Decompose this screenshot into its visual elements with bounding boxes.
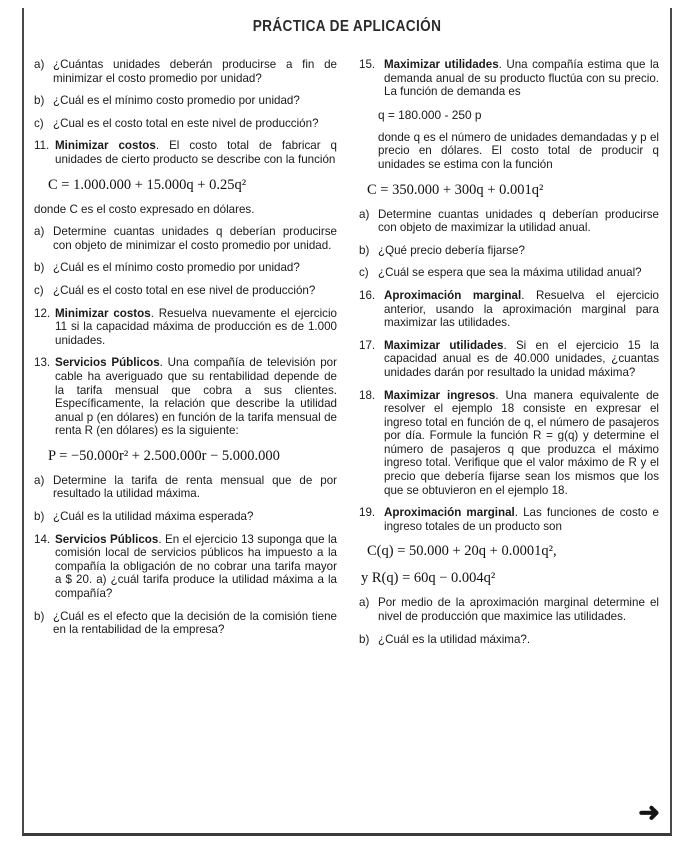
exercise-body [55, 307, 337, 348]
item-text: ¿Cuál se espera que sea la máxima utilidad anual? [378, 266, 642, 280]
exercise-number: 16. [359, 288, 376, 302]
formula-13: P = −50.000r² + 2.500.000r − 5.000.000 [48, 447, 280, 464]
exercise-body [55, 356, 337, 438]
list-item [34, 261, 337, 275]
exercise-body [384, 289, 659, 330]
formula-11: C = 1.000.000 + 15.000q + 0.25q² [48, 176, 247, 193]
item-text: ¿Cuál es la utilidad máxima esperada? [53, 510, 254, 524]
exercise-lead: Servicios Públicos [55, 356, 160, 370]
exercise-text: . Si en el ejercicio 15 la capacidad anual es de 40.000 unidades, ¿cuantas unidades darán por resultado la unidad máxima? [384, 338, 659, 379]
list-item [34, 225, 337, 252]
exercise-text: . Resuelva el ejercicio anterior, usando la aproximación marginal para maximizar las utilidades. [384, 288, 659, 330]
exercise-lead: Maximizar utilidades [384, 338, 504, 352]
left-column [34, 58, 337, 655]
item-marker: b) [34, 261, 45, 275]
two-column-body [34, 58, 662, 655]
exercise-13 [34, 356, 337, 438]
item-text: Por medio de la aproximación marginal determine el nivel de producción que maximice las utilidades. [378, 596, 659, 624]
item-text: ¿Cuál es el mínimo costo promedio por unidad? [53, 94, 300, 108]
exercise-text: . Una compañía de televisión por cable ha averiguado que su rentabilidad depende de la tarifa mensual que cobra a sus clientes. Específicamente, la relación que describe la utilidad anual p (en dólares) en función de la tarifa mensual de renta R (en dólares) es la siguiente: [55, 356, 337, 438]
list-item [359, 633, 659, 647]
item-marker: c) [34, 283, 44, 297]
formula-19-revenue: y R(q) = 60q − 0.004q² [361, 570, 496, 587]
exercise-lead: Aproximación marginal [384, 506, 515, 520]
exercise-14 [34, 533, 337, 601]
exercise-text: . El costo total de fabricar q unidades de cierto producto se describe con la función [55, 139, 338, 166]
exercise-15 [359, 58, 659, 99]
exercise-19 [359, 506, 659, 533]
list-item [34, 474, 337, 501]
exercise-body [55, 533, 337, 601]
item-text: ¿Cuál es la utilidad máxima?. [378, 632, 531, 646]
exercise-17 [359, 339, 659, 380]
item-text: ¿Cuál es el costo total en ese nivel de producción? [53, 283, 316, 297]
item-marker: b) [34, 94, 45, 108]
list-item [34, 510, 337, 524]
list-item [359, 208, 659, 235]
item-text: Determine cuantas unidades q deberían producirse con objeto de maximizar la utilidad anual. [378, 207, 659, 235]
item-marker: b) [34, 609, 45, 623]
formula-15-demand: q = 180.000 - 250 p [378, 107, 482, 122]
exercise-number: 11. [34, 139, 50, 153]
next-page-arrow-icon[interactable]: ➜ [638, 797, 660, 827]
exercise-text: . Una compañía estima que la demanda anual de su producto fluctúa con su precio. La función de demanda es [384, 58, 659, 99]
item-marker: b) [34, 510, 45, 524]
item-text: ¿Cual es el costo total en este nivel de producción? [53, 116, 319, 130]
item-marker: b) [359, 632, 370, 646]
exercise-text: . Resuelva nuevamente el ejercicio 11 si la capacidad máxima de producción es de 1.000 unidades. [55, 306, 337, 347]
item-marker: a) [34, 58, 45, 71]
item-text: ¿Cuál es el efecto que la decisión de la comisión tiene en la rentabilidad de la empresa? [53, 609, 337, 637]
page-title: PRÁCTICA DE APLICACIÓN [252, 18, 442, 35]
exercise-body [384, 58, 659, 99]
exercise-number: 15. [359, 58, 376, 71]
item-marker: c) [359, 266, 369, 280]
exercise-lead: Aproximación marginal [384, 288, 522, 302]
exercise-body [384, 339, 659, 380]
right-column [359, 58, 659, 655]
item-marker: a) [34, 225, 45, 239]
list-item [34, 117, 337, 131]
exercise-text: . Las funciones de costo e ingreso totales de un producto son [384, 506, 659, 533]
formula-19-cost: C(q) = 50.000 + 20q + 0.0001q², [367, 543, 557, 560]
exercise-lead: Minimizar costos [55, 306, 151, 320]
exercise-18 [359, 389, 659, 498]
exercise-body [384, 506, 659, 533]
list-item [359, 596, 659, 623]
exercise-number: 12. [34, 306, 51, 320]
exercise-lead: Maximizar ingresos [384, 388, 496, 402]
exercise-lead: Maximizar utilidades [384, 58, 499, 71]
formula-15-cost: C = 350.000 + 300q + 0.001q² [367, 181, 544, 198]
item-text: Determine cuantas unidades q deberían producirse con objeto de minimizar el costo promedio por unidad. [53, 225, 337, 252]
exercise-number: 13. [34, 356, 51, 370]
list-item [359, 244, 659, 258]
exercise-11 [34, 139, 337, 166]
item-text: Determine la tarifa de renta mensual que de por resultado la utilidad máxima. [53, 473, 337, 501]
list-item [34, 58, 337, 85]
item-marker: c) [34, 116, 44, 130]
exercise-number: 18. [359, 388, 376, 402]
list-item [34, 94, 337, 108]
exercise-number: 14. [34, 532, 51, 546]
formula-15-note: donde q es el número de unidades demandadas y p el precio en dólares. El costo total de producir q unidades se estima con la función [378, 130, 659, 171]
exercise-text: . En el ejercicio 13 suponga que la comisión local de servicios públicos ha impuesto a la compañía la obligación de no cobrar una tarifa mayor a $ 20. a) ¿cuál tarifa produce la utilidad máxima a la compañía? [55, 532, 337, 601]
item-marker: a) [34, 473, 45, 487]
exercise-body [55, 139, 337, 166]
exercise-16 [359, 289, 659, 330]
exercise-number: 17. [359, 338, 376, 352]
exercise-number: 19. [359, 506, 376, 520]
exercise-body [384, 389, 659, 498]
item-text: ¿Qué precio debería fijarse? [378, 243, 525, 257]
item-text: ¿Cuántas unidades deberán producirse a fin de minimizar el costo promedio por unidad? [53, 58, 337, 85]
exercise-lead: Servicios Públicos [55, 532, 159, 546]
item-marker: a) [359, 207, 370, 221]
item-text: ¿Cuál es el mínimo costo promedio por unidad? [53, 261, 300, 275]
exercise-12 [34, 307, 337, 348]
exercise-lead: Minimizar costos [55, 139, 156, 153]
exercise-text: . Una manera equivalente de resolver el ejemplo 18 consiste en expresar el ingreso total en función de q, el número de pasajeros por día. Formule la función R = g(q) y determine el número de pasajeros q que produzca el máximo ingreso total. Verifique que el valor máximo de R y el precio que debería fijarse sean los mismos que los que se obtuvieron en el ejemplo 18. [384, 388, 659, 497]
item-marker: a) [359, 596, 370, 610]
list-item [34, 284, 337, 298]
item-marker: b) [359, 243, 370, 257]
list-item [359, 266, 659, 280]
formula-11-note: donde C es el costo expresado en dólares. [34, 202, 255, 216]
list-item [34, 610, 337, 637]
